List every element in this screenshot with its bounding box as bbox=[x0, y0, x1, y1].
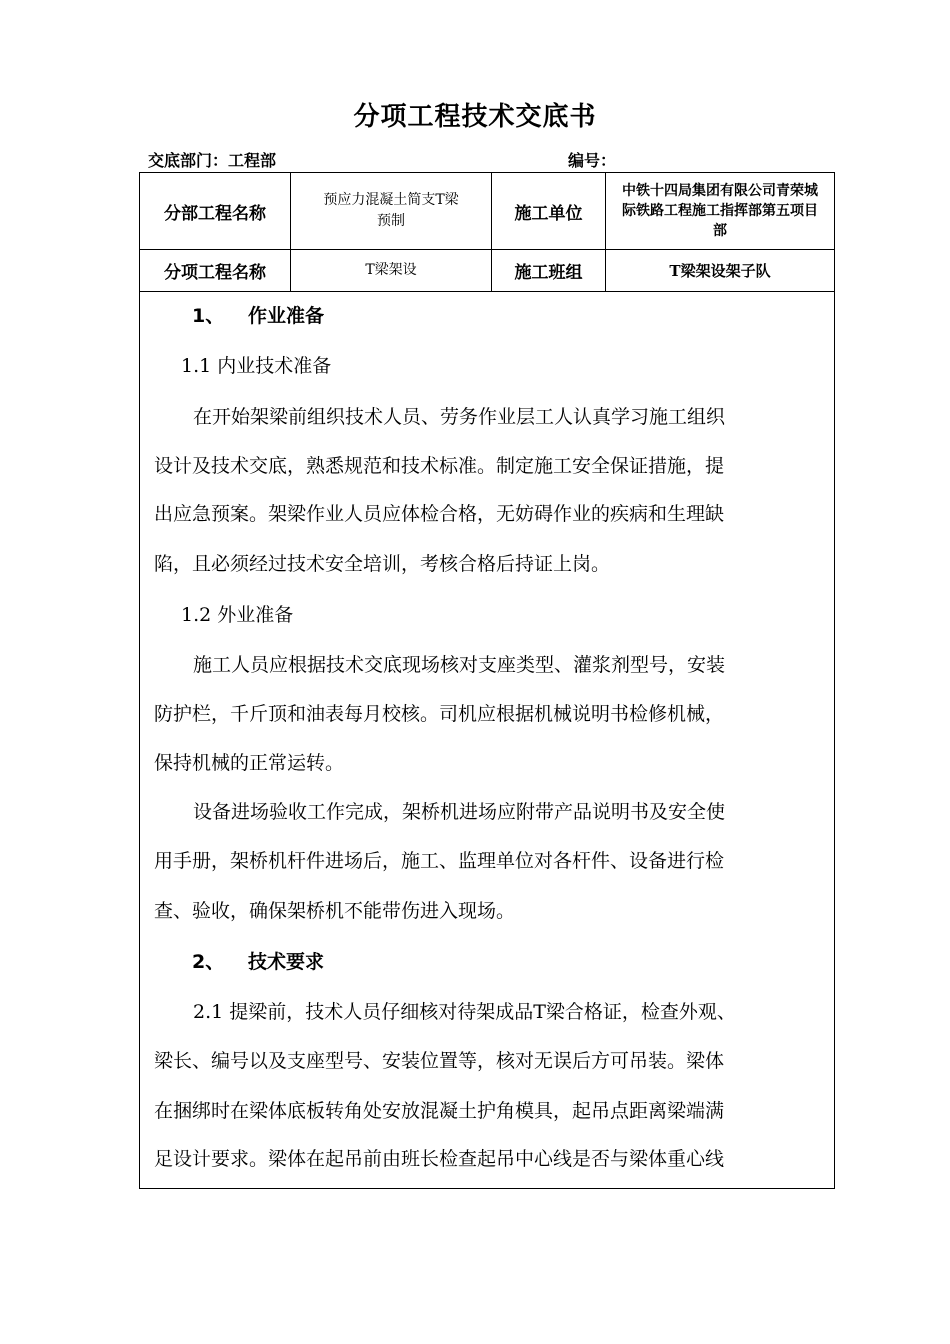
paragraph-line: 梁长、编号以及支座型号、安装位置等，核对无误后方可吊装。梁体 bbox=[154, 1050, 725, 1072]
section-title: 技术要求 bbox=[248, 951, 325, 973]
construction-team-label: 施工班组 bbox=[492, 250, 606, 292]
paragraph-line: 防护栏，千斤顶和油表每月校核。司机应根据机械说明书检修机械， bbox=[154, 703, 725, 725]
cell-line: 部 bbox=[713, 223, 727, 239]
subsection-heading-1-1: 1.1 内业技术准备 bbox=[181, 355, 332, 377]
paragraph-line: 在捆绑时在梁体底板转角处安放混凝土护角模具，起吊点距离梁端满 bbox=[154, 1100, 725, 1122]
paragraph-line: 足设计要求。梁体在起吊前由班长检查起吊中心线是否与梁体重心线 bbox=[154, 1148, 725, 1170]
section-number: 1、 bbox=[192, 305, 225, 327]
subsection-heading-1-2: 1.2 外业准备 bbox=[181, 604, 294, 626]
item-project-name-label: 分项工程名称 bbox=[140, 250, 291, 292]
header-table bbox=[139, 172, 835, 292]
content-box bbox=[139, 291, 835, 1189]
paragraph-line: 施工人员应根据技术交底现场核对支座类型、灌浆剂型号，安装 bbox=[193, 654, 726, 676]
paragraph-line: 查、验收，确保架桥机不能带伤进入现场。 bbox=[154, 900, 516, 922]
table-row bbox=[140, 173, 835, 250]
cell-line: 预制 bbox=[377, 213, 405, 229]
item-project-name-value: T梁架设 bbox=[291, 250, 492, 292]
paragraph-line: 陷，且必须经过技术安全培训，考核合格后持证上岗。 bbox=[154, 553, 611, 575]
section-title: 作业准备 bbox=[248, 305, 325, 327]
cell-line: 中铁十四局集团有限公司青荣城 bbox=[622, 183, 818, 199]
cell-line: 预应力混凝土简支T梁 bbox=[323, 192, 459, 208]
paragraph-line: 保持机械的正常运转。 bbox=[154, 752, 345, 774]
sub-project-name-value bbox=[291, 173, 492, 250]
sub-project-name-label: 分部工程名称 bbox=[140, 173, 291, 250]
document-title: 分项工程技术交底书 bbox=[353, 102, 597, 132]
table-row bbox=[140, 250, 835, 292]
section-heading-2 bbox=[140, 947, 888, 974]
department-label: 交底部门：工程部 bbox=[148, 151, 277, 170]
paragraph-line: 在开始架梁前组织技术人员、劳务作业层工人认真学习施工组织 bbox=[193, 406, 726, 428]
number-label: 编号： bbox=[568, 151, 617, 170]
paragraph-line: 用手册，架桥机杆件进场后，施工、监理单位对各杆件、设备进行检 bbox=[154, 850, 725, 872]
section-heading-1 bbox=[140, 301, 888, 328]
construction-unit-label: 施工单位 bbox=[492, 173, 606, 250]
paragraph-line: 2.1 提梁前，技术人员仔细核对待架成品T梁合格证，检查外观、 bbox=[193, 1001, 736, 1023]
cell-line: 际铁路工程施工指挥部第五项目 bbox=[622, 203, 818, 219]
construction-unit-value bbox=[606, 173, 835, 250]
section-number: 2、 bbox=[192, 951, 225, 973]
paragraph-line: 设计及技术交底，熟悉规范和技术标准。制定施工安全保证措施，提 bbox=[154, 455, 725, 477]
construction-team-value: T梁架设架子队 bbox=[606, 250, 835, 292]
paragraph-line: 设备进场验收工作完成，架桥机进场应附带产品说明书及安全使 bbox=[193, 801, 726, 823]
paragraph-line: 出应急预案。架梁作业人员应体检合格，无妨碍作业的疾病和生理缺 bbox=[154, 503, 725, 525]
